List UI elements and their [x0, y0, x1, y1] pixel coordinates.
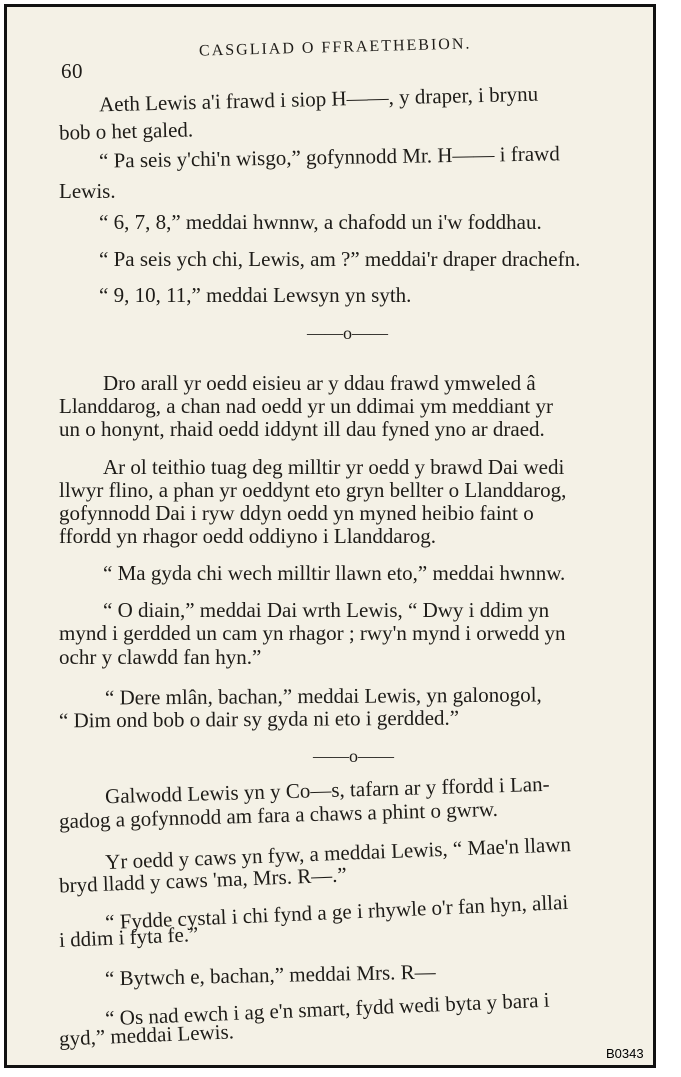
text-line: Llanddarog, a chan nad oedd yr un ddimai ym meddiant yr — [59, 394, 553, 418]
page-number: 60 — [61, 59, 83, 83]
text-line: Galwodd Lewis yn y Co—s, tafarn ar y ffordd i Lan- — [104, 771, 550, 809]
text-line: gyd,” meddai Lewis. — [58, 1019, 235, 1051]
text-line: “ Dere mlân, bachan,” meddai Lewis, yn galonogol, — [104, 682, 542, 710]
text-line: “ Os nad ewch i ag e'n smart, fydd wedi byta y bara i — [104, 987, 550, 1031]
text-line: “ O diain,” meddai Dai wrth Lewis, “ Dwy i ddim yn — [103, 598, 550, 622]
text-line: gadog a gofynnodd am fara a chaws a phint o gwrw. — [58, 796, 499, 834]
text-line: bob o het galed. — [58, 117, 194, 145]
text-line: i ddim i fyta fe.” — [58, 921, 199, 953]
section-divider: ——o—— — [313, 746, 394, 766]
text-line: Yr oedd y caws yn fyw, a meddai Lewis, “ Mae'n llawn — [104, 832, 572, 874]
text-line: “ Pa seis ych chi, Lewis, am ?” meddai'r draper drachefn. — [99, 247, 581, 271]
text-line: “ Dim ond bob o dair sy gyda ni eto i gerdded.” — [58, 705, 460, 733]
running-title: CASGLIAD O FFRAETHEBION. — [198, 35, 472, 60]
text-line: “ 6, 7, 8,” meddai hwnnw, a chafodd un i'w foddhau. — [99, 210, 542, 234]
text-line: gofynnodd Dai i ryw ddyn oedd yn myned heibio faint o — [59, 501, 534, 525]
text-line: llwyr flino, a phan yr oeddynt eto gryn bellter o Llanddarog, — [59, 478, 567, 502]
archive-code: B0343 — [606, 1046, 644, 1061]
text-line: Ar ol teithio tuag deg milltir yr oedd y brawd Dai wedi — [103, 455, 565, 479]
text-line: “ Bytwch e, bachan,” meddai Mrs. R— — [104, 959, 436, 991]
text-line: ffordd yn rhagor oedd oddiyno i Llanddarog. — [59, 524, 436, 548]
text-line: “ 9, 10, 11,” meddai Lewsyn yn syth. — [99, 283, 412, 307]
text-line: “ Ma gyda chi wech milltir llawn eto,” meddai hwnnw. — [103, 561, 566, 585]
text-line: mynd i gerdded un cam yn rhagor ; rwy'n mynd i orwedd yn — [59, 621, 566, 645]
text-line: un o honynt, rhaid oedd iddynt ill dau fyned yno ar draed. — [59, 417, 545, 441]
text-line: bryd lladd y caws 'ma, Mrs. R—.” — [58, 862, 348, 898]
text-line: ochr y clawdd fan hyn.” — [59, 645, 262, 669]
text-line: “ Fydde cystal i chi fynd a ge i rhywle o'r fan hyn, allai — [104, 889, 569, 935]
text-line: “ Pa seis y'chi'n wisgo,” gofynnodd Mr. H—— i frawd — [98, 141, 560, 173]
section-divider: ——o—— — [307, 323, 388, 343]
text-line: Aeth Lewis a'i frawd i siop H——, y draper, i brynu — [98, 81, 539, 117]
text-line: Dro arall yr oedd eisieu ar y ddau frawd ymweled â — [103, 371, 536, 395]
page-frame — [4, 4, 656, 1068]
text-line: Lewis. — [59, 179, 116, 203]
